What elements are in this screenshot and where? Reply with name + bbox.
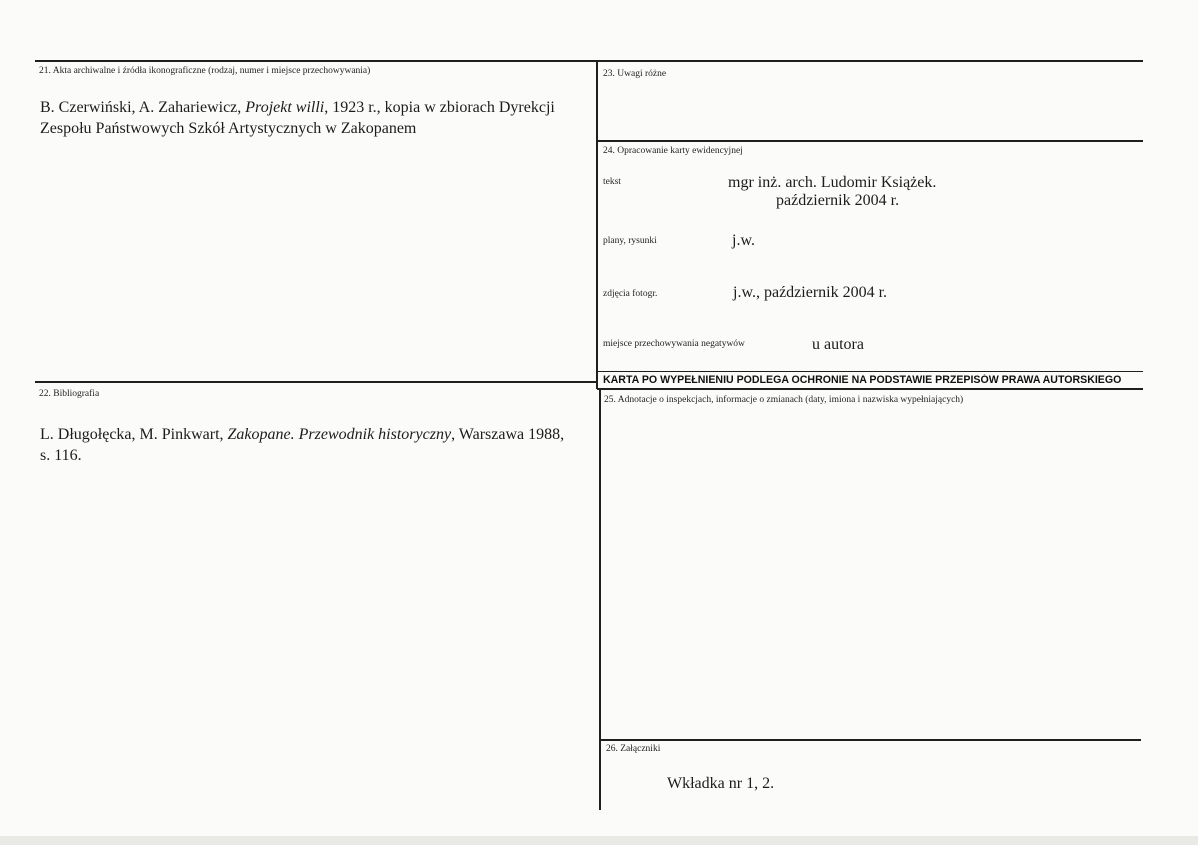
section-21-text [40, 97, 596, 139]
section-22-label: 22. Bibliografia [39, 389, 100, 399]
top-rule [35, 60, 1143, 62]
copyright-banner: KARTA PO WYPEŁNIENIU PODLEGA OCHRONIE NA PODSTAWIE PRZEPISÓW PRAWA AUTORSKIEGO [603, 374, 1122, 386]
tekst-value-line2: październik 2004 r. [776, 192, 900, 209]
section-22-text-post: , Warszawa 1988, s. 116. [40, 426, 565, 464]
section-21-label: 21. Akta archiwalne i źródła ikonograficzne (rodzaj, numer i miejsce przechowywania) [39, 66, 371, 76]
zdjecia-label: zdjęcia fotogr. [603, 289, 658, 299]
section-25-label: 25. Adnotacje o inspekcjach, informacje o zmianach (daty, imiona i nazwiska wypełniających) [604, 395, 964, 405]
section-21-text-italic: Projekt willi [245, 99, 325, 116]
plany-label: plany, rysunki [603, 236, 657, 246]
section-22-text-pre: L. Długołęcka, M. Pinkwart, [40, 426, 228, 443]
section-26-label: 26. Załączniki [606, 744, 661, 754]
miejsce-label: miejsce przechowywania negatywów [603, 339, 745, 349]
miejsce-value: u autora [812, 336, 864, 353]
tekst-label: tekst [603, 177, 621, 187]
rule-23-24 [597, 140, 1143, 142]
rule-banner-top [597, 371, 1143, 372]
column-divider [596, 61, 598, 389]
plany-value: j.w. [732, 232, 755, 249]
zdjecia-value: j.w., październik 2004 r. [733, 284, 888, 301]
rule-21-22 [35, 381, 597, 383]
section-21-text-pre: B. Czerwiński, A. Zahariewicz, [40, 99, 246, 116]
section-26-value: Wkładka nr 1, 2. [667, 775, 775, 792]
section-22-text [40, 424, 575, 466]
section-21-text-post: , 1923 r., kopia w zbiorach Dyrekcji Zespołu Państwowych Szkół Artystycznych w Zakopanem [40, 99, 555, 137]
section-22-text-italic: Zakopane. Przewodnik historyczny [227, 426, 452, 443]
tekst-value-line1: mgr inż. arch. Ludomir Książek. [728, 174, 937, 191]
section-23-label: 23. Uwagi różne [603, 69, 667, 79]
scan-edge [0, 836, 1198, 845]
rule-25-26 [600, 739, 1141, 741]
rule-banner-bottom [597, 388, 1143, 390]
section-24-label: 24. Opracowanie karty ewidencyjnej [603, 146, 743, 156]
column-divider-lower [599, 388, 601, 810]
